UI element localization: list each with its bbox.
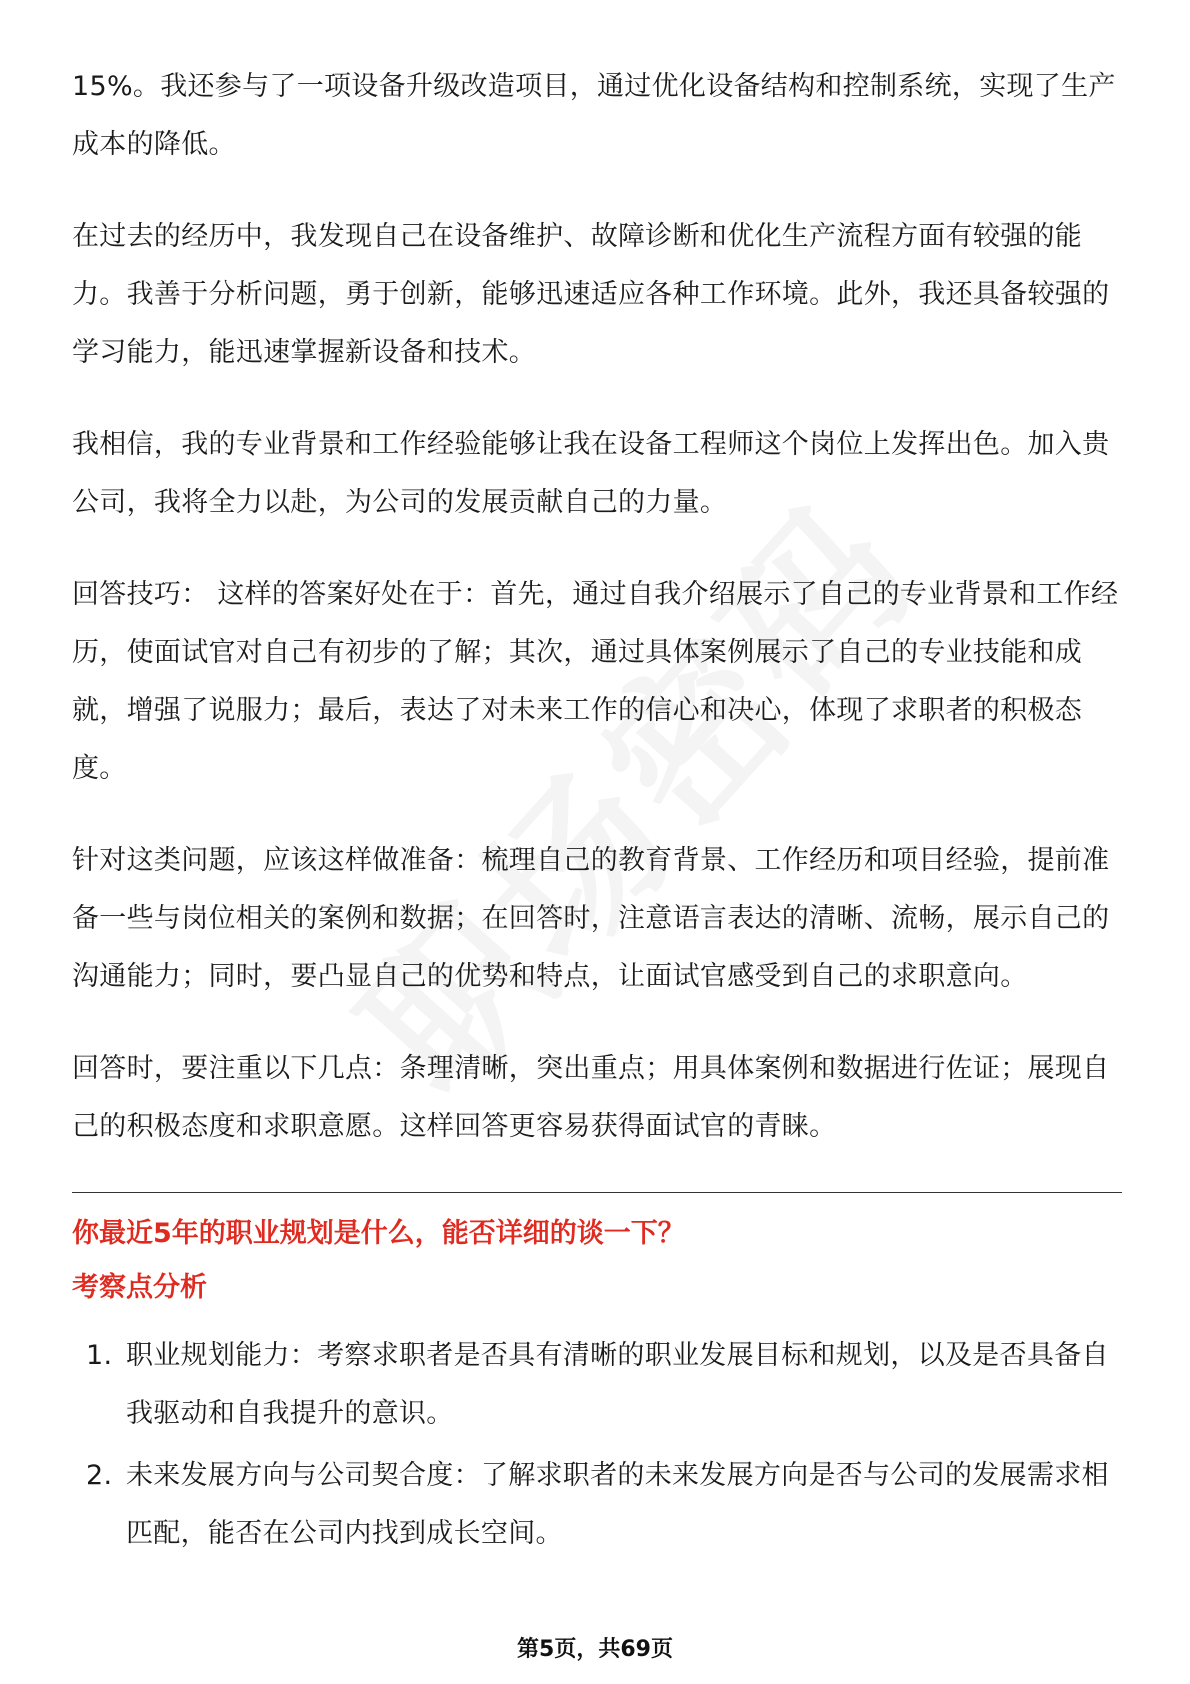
list-item-number: 2. <box>86 1460 113 1491</box>
analysis-heading: 考察点分析 <box>72 1272 207 1303</box>
page-number: 第5页，共69页 <box>517 1637 673 1662</box>
paragraph: 回答时，要注重以下几点：条理清晰，突出重点；用具体案例和数据进行佐证；展现自己的积极态度和求职意愿。这样回答更容易获得面试官的青睐。 <box>72 1053 1110 1142</box>
paragraph: 我相信，我的专业背景和工作经验能够让我在设备工程师这个岗位上发挥出色。加入贵公司，我将全力以赴，为公司的发展贡献自己的力量。 <box>72 429 1110 518</box>
list-item <box>72 1447 1122 1563</box>
paragraph: 回答技巧： 这样的答案好处在于：首先，通过自我介绍展示了自己的专业背景和工作经历，使面试官对自己有初步的了解；其次，通过具体案例展示了自己的专业技能和成就，增强了说服力；最后，表达了对未来工作的信心和决心，体现了求职者的积极态度。 <box>72 579 1119 784</box>
paragraph: 在过去的经历中，我发现自己在设备维护、故障诊断和优化生产流程方面有较强的能力。我善于分析问题，勇于创新，能够迅速适应各种工作环境。此外，我还具备较强的学习能力，能迅速掌握新设备和技术。 <box>72 221 1110 368</box>
list-item-number: 1. <box>86 1340 113 1371</box>
list-item-text: 职业规划能力：考察求职者是否具有清晰的职业发展目标和规划，以及是否具备自我驱动和自我提升的意识。 <box>126 1340 1109 1429</box>
page-content <box>72 58 1122 1567</box>
paragraph: 15%。我还参与了一项设备升级改造项目，通过优化设备结构和控制系统，实现了生产成本的降低。 <box>72 71 1116 160</box>
list-item <box>72 1327 1122 1443</box>
list-item-text: 未来发展方向与公司契合度：了解求职者的未来发展方向是否与公司的发展需求相匹配，能否在公司内找到成长空间。 <box>126 1460 1109 1549</box>
analysis-points-list <box>72 1327 1122 1563</box>
section-divider <box>72 1192 1122 1193</box>
paragraph: 针对这类问题，应该这样做准备：梳理自己的教育背景、工作经历和项目经验，提前准备一些与岗位相关的案例和数据；在回答时，注意语言表达的清晰、流畅，展示自己的沟通能力；同时，要凸显自己的优势和特点，让面试官感受到自己的求职意向。 <box>72 845 1110 992</box>
question-title: 你最近5年的职业规划是什么，能否详细的谈一下？ <box>72 1218 685 1249</box>
